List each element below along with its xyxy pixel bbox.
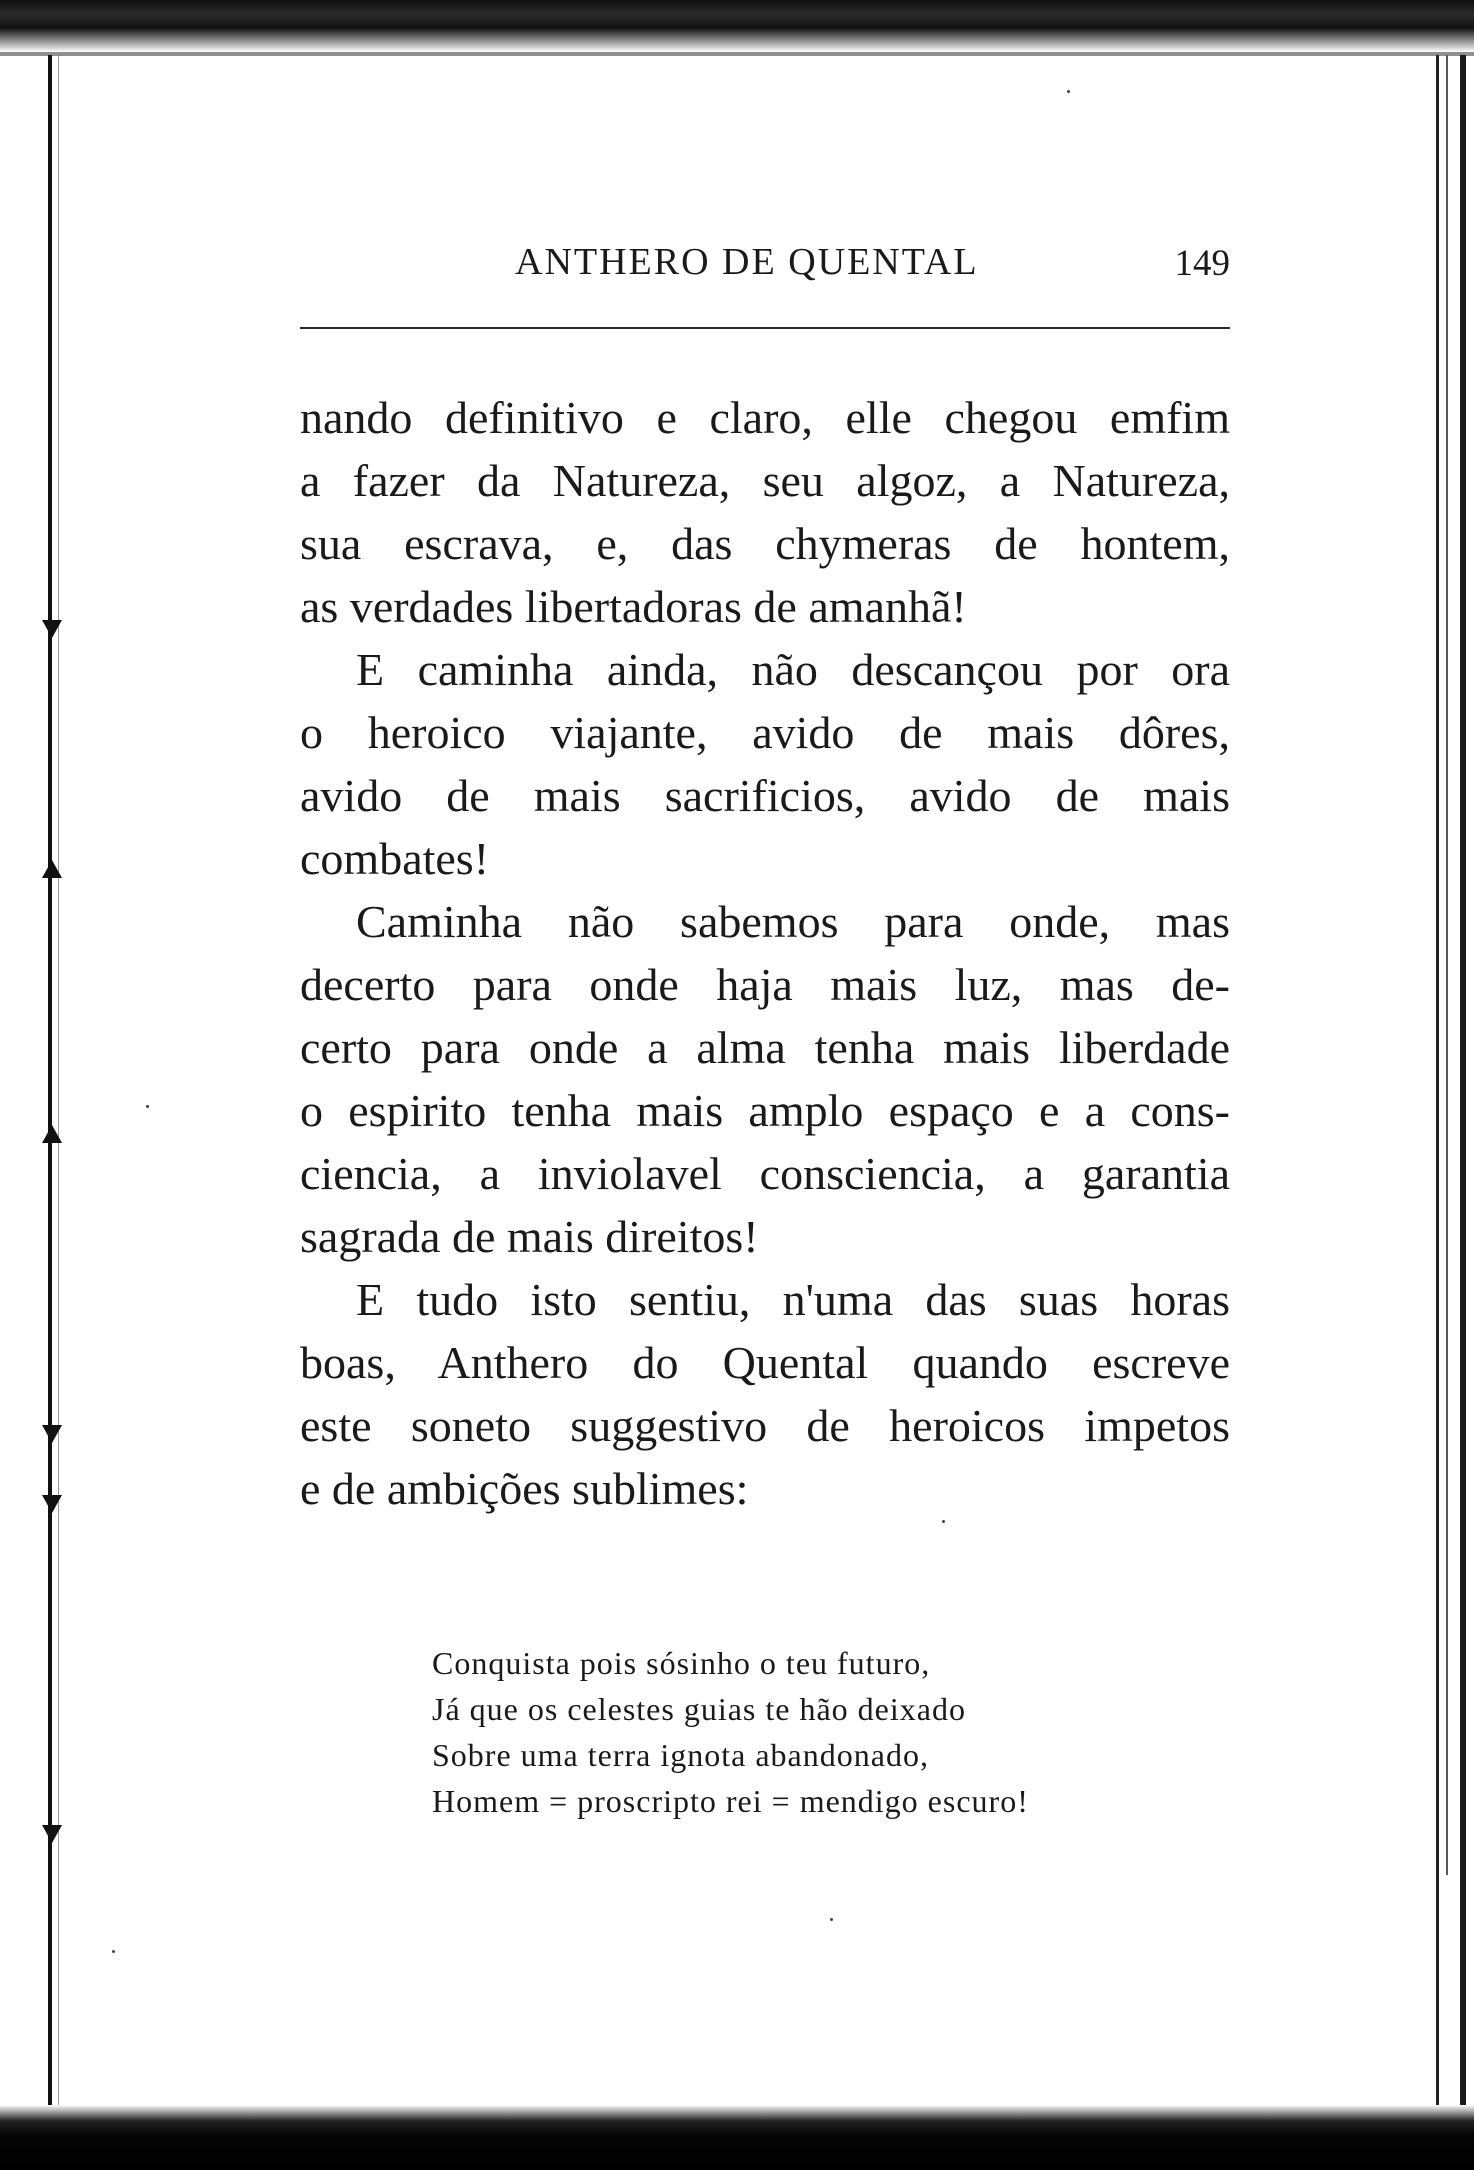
scan-speck	[112, 1950, 115, 1953]
scan-right-edge	[1436, 55, 1439, 2115]
scan-right-edge-line	[1446, 55, 1448, 1875]
text-line: sua escrava, e, das chymeras de hontem,	[300, 518, 1230, 569]
page-number: 149	[1174, 243, 1230, 284]
scan-top-edge	[0, 0, 1474, 52]
binding-mark	[42, 1825, 62, 1843]
scan-speck	[942, 1520, 945, 1523]
text-line: o espirito tenha mais amplo espaço e a cons-	[300, 1085, 1230, 1136]
text-line: E tudo isto sentiu, n'uma das suas horas	[356, 1274, 1230, 1325]
text-line: este soneto suggestivo de heroicos impetos	[300, 1400, 1230, 1451]
text-line: avido de mais sacrificios, avido de mais	[300, 770, 1230, 821]
text-line: combates!	[300, 833, 490, 884]
binding-mark	[42, 620, 62, 638]
sonnet-excerpt	[432, 1640, 1232, 1824]
body-text	[300, 386, 1230, 1520]
binding-mark	[42, 860, 62, 878]
poem-line: Sobre uma terra ignota abandonado,	[432, 1737, 929, 1773]
binding-mark	[42, 1425, 62, 1443]
running-header	[300, 240, 1230, 284]
scan-speck	[146, 1105, 149, 1108]
text-line: e de ambições sublimes:	[300, 1463, 749, 1514]
scan-left-binding	[48, 55, 52, 2115]
binding-mark	[42, 1495, 62, 1513]
text-line: boas, Anthero do Quental quando escreve	[300, 1337, 1230, 1388]
scan-speck	[1067, 90, 1070, 93]
running-title: ANTHERO DE QUENTAL	[515, 241, 979, 283]
text-line: Caminha não sabemos para onde, mas	[356, 896, 1230, 947]
header-rule	[300, 327, 1230, 329]
text-line: nando definitivo e claro, elle chegou emfim	[300, 392, 1230, 443]
poem-line: Já que os celestes guias te hão deixado	[432, 1691, 966, 1727]
scan-speck	[830, 1918, 833, 1921]
poem-line: Homem = proscripto rei = mendigo escuro!	[432, 1783, 1029, 1819]
text-line: decerto para onde haja mais luz, mas de-	[300, 959, 1230, 1010]
text-line: o heroico viajante, avido de mais dôres,	[300, 707, 1230, 758]
poem-line: Conquista pois sósinho o teu futuro,	[432, 1645, 931, 1681]
scan-bottom-edge	[0, 2105, 1474, 2170]
scan-top-line	[0, 52, 1474, 56]
text-line: E caminha ainda, não descançou por ora	[356, 644, 1230, 695]
text-line: ciencia, a inviolavel consciencia, a garantia	[300, 1148, 1230, 1199]
text-line: certo para onde a alma tenha mais liberdade	[300, 1022, 1230, 1073]
scan-left-binding-line	[58, 55, 59, 2115]
text-line: as verdades libertadoras de amanhã!	[300, 581, 967, 632]
binding-mark	[42, 1125, 62, 1143]
scan-right-binding	[1460, 55, 1466, 2115]
text-line: a fazer da Natureza, seu algoz, a Natureza,	[300, 455, 1230, 506]
text-line: sagrada de mais direitos!	[300, 1211, 759, 1262]
